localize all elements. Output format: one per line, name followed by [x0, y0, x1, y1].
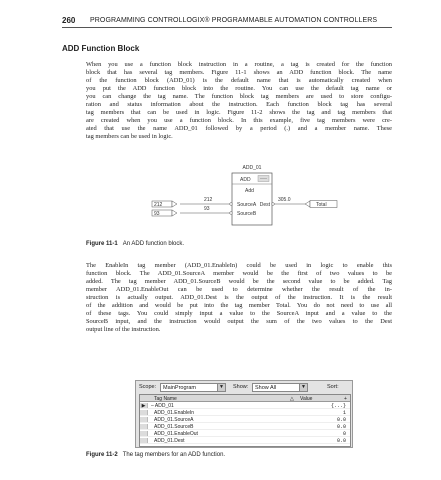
input-a-value: 212: [204, 197, 213, 203]
figure-2-text: The tag members for an ADD function.: [122, 452, 226, 458]
show-label: Show:: [233, 384, 249, 390]
paragraph-line: you put the ADD function block into the routine. You can use the default tag name or: [86, 85, 392, 93]
paragraph-line: function block. The ADD_01.SourceA member would be the first of two values to be: [86, 270, 392, 278]
table-row[interactable]: [140, 431, 350, 438]
input-b-label: SourceB: [237, 211, 257, 217]
input-b-tag: 93: [154, 211, 160, 217]
tag-value: 1: [342, 409, 346, 416]
grid-header: [140, 395, 350, 402]
table-row[interactable]: [140, 438, 350, 445]
row-indicator: [140, 417, 148, 423]
col-value[interactable]: Value: [300, 396, 313, 402]
tag-name: ADD_01.SourceB: [154, 423, 194, 430]
paragraph-line: you can change the tag name. The function block tag members are used to store configu-: [86, 93, 392, 101]
paragraph-line: tag members that can be used in logic. Figure 11-2 shows the tag and tag members that: [86, 109, 392, 117]
paragraph-2: [86, 262, 392, 334]
chevron-down-icon: ▼: [217, 384, 225, 391]
tag-value: 0.0: [336, 423, 346, 430]
row-indicator: [140, 424, 148, 430]
tag-value: 0: [342, 430, 346, 437]
table-row[interactable]: [140, 403, 350, 410]
paragraph-1: [86, 61, 392, 141]
paragraph-line: ration and status information about the instruction. Each function block tag has several: [86, 101, 392, 109]
input-b-value: 93: [204, 206, 210, 212]
chevron-down-icon: ▼: [299, 384, 307, 391]
sort-label[interactable]: Sort:: [327, 384, 339, 390]
figure-2-label: Figure 11-2: [86, 452, 118, 458]
row-indicator: [140, 438, 148, 444]
paragraph-line: of the function block (ADD_01) is the default name that is automatically created when: [86, 77, 392, 85]
paragraph-line: block that has several tag members. Figure 11-1 shows an ADD function block. The name: [86, 69, 392, 77]
paragraph-line: ated that use the name ADD_01 followed by a period (.) and a member name. These: [86, 125, 392, 133]
tag-name: ADD_01.Dest: [154, 437, 185, 444]
running-title: PROGRAMMING CONTROLLOGIX® PROGRAMMABLE AUTOMATION CONTROLLERS: [90, 17, 378, 24]
tag-value: {...}: [330, 402, 346, 409]
tag-name: ADD_01.EnableOut: [154, 430, 198, 437]
section-title: ADD Function Block: [62, 44, 140, 53]
tag-name: ADD_01.EnableIn: [154, 409, 195, 416]
block-name: ADD_01: [242, 165, 262, 171]
input-a-tag: 212: [154, 202, 163, 208]
col-tag-name[interactable]: Tag Name: [154, 396, 177, 402]
page-number: 260: [62, 16, 76, 25]
sort-indicator-icon: △: [290, 396, 294, 402]
output-label: Dest: [259, 202, 270, 208]
table-row[interactable]: [140, 417, 350, 424]
row-indicator: [140, 431, 148, 437]
figure-2-caption: [86, 452, 225, 458]
paragraph-line: The EnableIn tag member (ADD_01.EnableIn) could be used in logic to enable this: [86, 262, 392, 269]
paragraph-line: of the addition and would be put into the tag member Total. You do not need to use all: [86, 302, 392, 310]
paragraph-line: of these tags. You could simply input a value to the SourceA input and a value to the: [86, 310, 392, 318]
figure-1-text: An ADD function block.: [122, 241, 185, 247]
paragraph-line: output line of the instruction.: [86, 326, 161, 334]
scope-select[interactable]: [160, 383, 226, 392]
paragraph-line: SourceB input, and the instruction would output the sum of the two values to the Dest: [86, 318, 392, 326]
figure-1-caption: [86, 241, 184, 247]
paragraph-line: member ADD_01.EnableOut can be used to determine whether the result of the in-: [86, 286, 392, 294]
col-menu-icon[interactable]: +: [344, 396, 347, 402]
running-header: [62, 16, 392, 28]
figure-add-function-block: [150, 160, 340, 235]
table-row[interactable]: [140, 424, 350, 431]
tag-grid: [139, 394, 351, 447]
row-indicator: [140, 410, 148, 416]
scope-value: MainProgram: [163, 385, 197, 391]
output-tag: Total: [316, 202, 327, 208]
tag-name: ADD_01.SourceA: [154, 416, 194, 423]
block-label: Add: [245, 188, 254, 194]
paragraph-line: struction is actually output. ADD_01.Dest is the output of the instruction. It is the result: [86, 294, 392, 302]
figure-tag-members-window: [135, 380, 353, 448]
row-pointer-icon: ▶: [140, 403, 148, 409]
tag-name: – ADD_01: [151, 402, 174, 409]
table-row[interactable]: [140, 410, 350, 417]
tag-toolbar: [139, 383, 349, 392]
input-a-label: SourceA: [237, 202, 257, 208]
paragraph-line: are created when you use a function block. In this example, five tag members were cre-: [86, 117, 392, 125]
paragraph-line: added. The tag member ADD_01.SourceB would be the second value to be added. Tag: [86, 278, 392, 286]
show-select[interactable]: [252, 383, 308, 392]
paragraph-line: When you use a function block instruction in a routine, a tag is created for the function: [86, 61, 392, 68]
show-value: Show All: [255, 385, 277, 391]
figure-1-label: Figure 11-1: [86, 241, 118, 247]
tag-value: 0.0: [336, 437, 346, 444]
scope-label: Scope:: [139, 384, 157, 390]
paragraph-line: tag members can be used in logic.: [86, 133, 173, 141]
output-value: 305.0: [278, 197, 291, 203]
block-type: ADD: [240, 177, 251, 183]
tag-value: 0.0: [336, 416, 346, 423]
